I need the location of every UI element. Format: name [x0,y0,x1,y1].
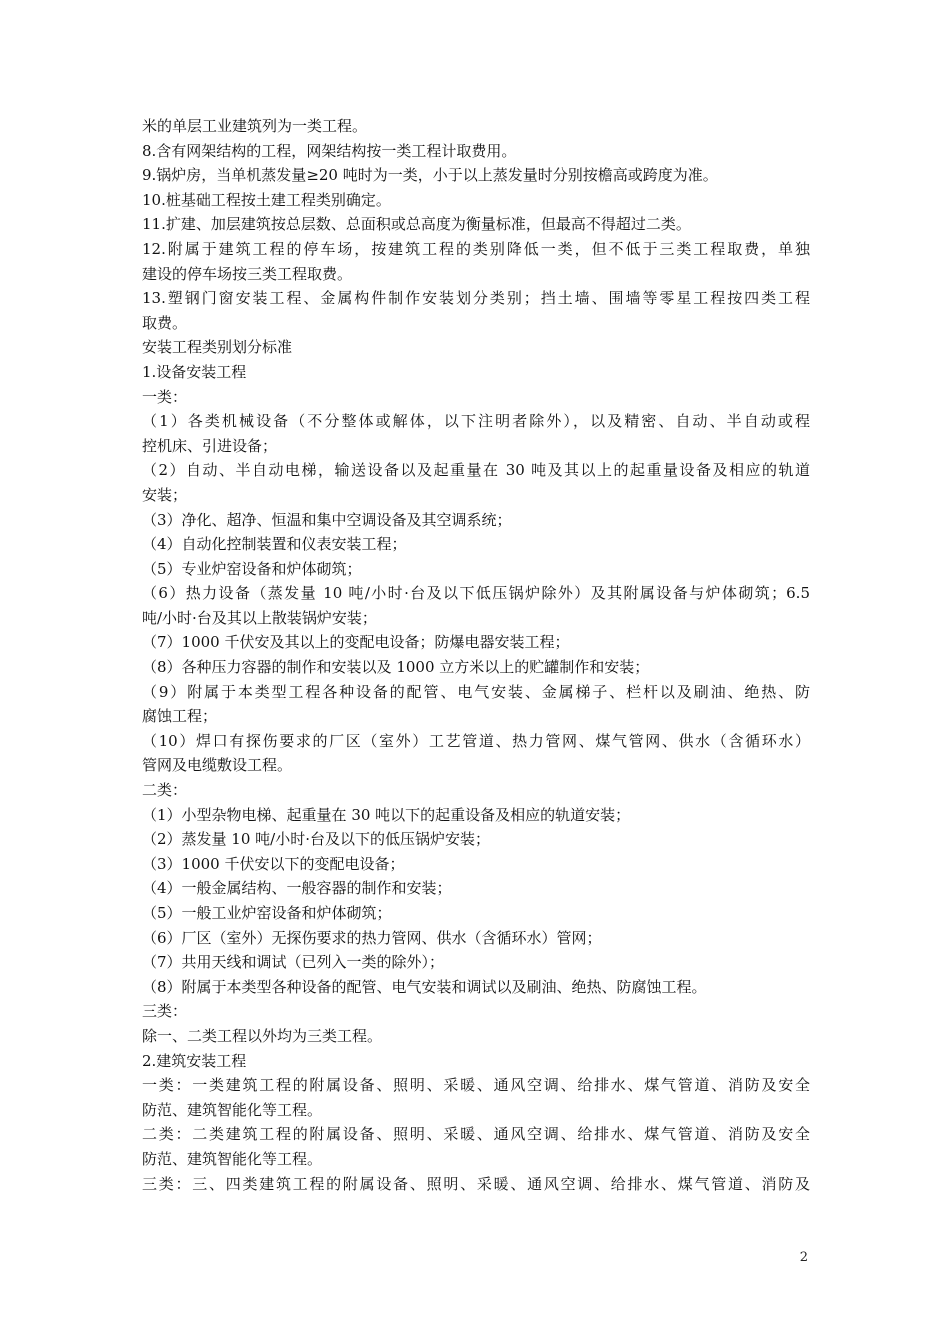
text-line: 12.附属于建筑工程的停车场，按建筑工程的类别降低一类，但不低于三类工程取费，单独 [142,239,810,258]
text-line: 吨/小时·台及其以上散装锅炉安装； [142,608,377,627]
text-line: （2）自动、半自动电梯，输送设备以及起重量在 30 吨及其以上的起重量设备及相应的轨道 [142,461,810,480]
text-line: 防范、建筑智能化等工程。 [142,1149,323,1168]
text-line: 10.桩基础工程按土建工程类别确定。 [142,190,391,209]
text-line: 1.设备安装工程 [142,362,247,381]
text-line: 三类：三、四类建筑工程的附属设备、照明、采暖、通风空调、给排水、煤气管道、消防及 [142,1174,810,1193]
text-line: 安装工程类别划分标准 [142,338,293,357]
text-line: 8.含有网架结构的工程，网架结构按一类工程计取费用。 [142,141,517,160]
text-line: （2）蒸发量 10 吨/小时·台及以下的低压锅炉安装； [142,830,490,849]
text-line: （10）焊口有探伤要求的厂区（室外）工艺管道、热力管网、煤气管网、供水（含循环水） [142,731,810,750]
text-line: 除一、二类工程以外均为三类工程。 [142,1026,383,1045]
text-line: 米的单层工业建筑列为一类工程。 [142,117,368,135]
text-line: 安装； [142,485,188,504]
text-line: （7）1000 千伏安及其以上的变配电设备；防爆电器安装工程； [142,633,570,652]
text-line: 一类：一类建筑工程的附属设备、照明、采暖、通风空调、给排水、煤气管道、消防及安全 [142,1076,810,1095]
text-line: 控机床、引进设备； [142,436,278,455]
text-line: （5）专业炉窑设备和炉体砌筑； [142,559,362,578]
text-line: 取费。 [142,313,188,332]
text-line: 二类：二类建筑工程的附属设备、照明、采暖、通风空调、给排水、煤气管道、消防及安全 [142,1125,810,1144]
text-line: （3）1000 千伏安以下的变配电设备； [142,854,405,873]
text-line: （8）附属于本类型各种设备的配管、电气安装和调试以及刷油、绝热、防腐蚀工程。 [142,977,707,996]
text-line: 防范、建筑智能化等工程。 [142,1100,323,1119]
text-line: （3）净化、超净、恒温和集中空调设备及其空调系统； [142,510,512,529]
text-line: 2.建筑安装工程 [142,1051,247,1070]
text-line: 三类： [142,1002,188,1021]
text-line: 一类： [142,387,188,406]
text-line: （6）厂区（室外）无探伤要求的热力管网、供水（含循环水）管网； [142,928,602,947]
text-line: 13.塑钢门窗安装工程、金属构件制作安装划分类别；挡土墙、围墙等零星工程按四类工程 [142,289,810,308]
text-line: 9.锅炉房，当单机蒸发量≥20 吨时为一类，小于以上蒸发量时分别按檐高或跨度为准。 [142,166,718,185]
text-line: （1）各类机械设备（不分整体或解体，以下注明者除外），以及精密、自动、半自动或程 [142,412,810,431]
text-line: （8）各种压力容器的制作和安装以及 1000 立方米以上的贮罐制作和安装； [142,658,650,677]
text-line: （4）自动化控制装置和仪表安装工程； [142,535,407,554]
text-line: （4）一般金属结构、一般容器的制作和安装； [142,879,452,898]
text-line: （1）小型杂物电梯、起重量在 30 吨以下的起重设备及相应的轨道安装； [142,805,631,824]
page-number: 2 [799,1250,808,1265]
text-line: （5）一般工业炉窑设备和炉体砌筑； [142,904,392,922]
text-line: （7）共用天线和调试（已列入一类的除外）； [142,953,445,972]
text-line: 腐蚀工程； [142,707,218,726]
document-body [142,114,810,1196]
text-line: 建设的停车场按三类工程取费。 [142,264,353,283]
text-line: （6）热力设备（蒸发量 10 吨/小时·台及以下低压锅炉除外）及其附属设备与炉体砌筑；6.5 [142,584,810,603]
text-line: 11.扩建、加层建筑按总层数、总面积或总高度为衡量标准，但最高不得超过二类。 [142,215,691,234]
text-line: 二类： [142,781,188,800]
text-line: （9）附属于本类型工程各种设备的配管、电气安装、金属梯子、栏杆以及刷油、绝热、防 [142,682,810,701]
text-line: 管网及电缆敷设工程。 [142,756,293,775]
